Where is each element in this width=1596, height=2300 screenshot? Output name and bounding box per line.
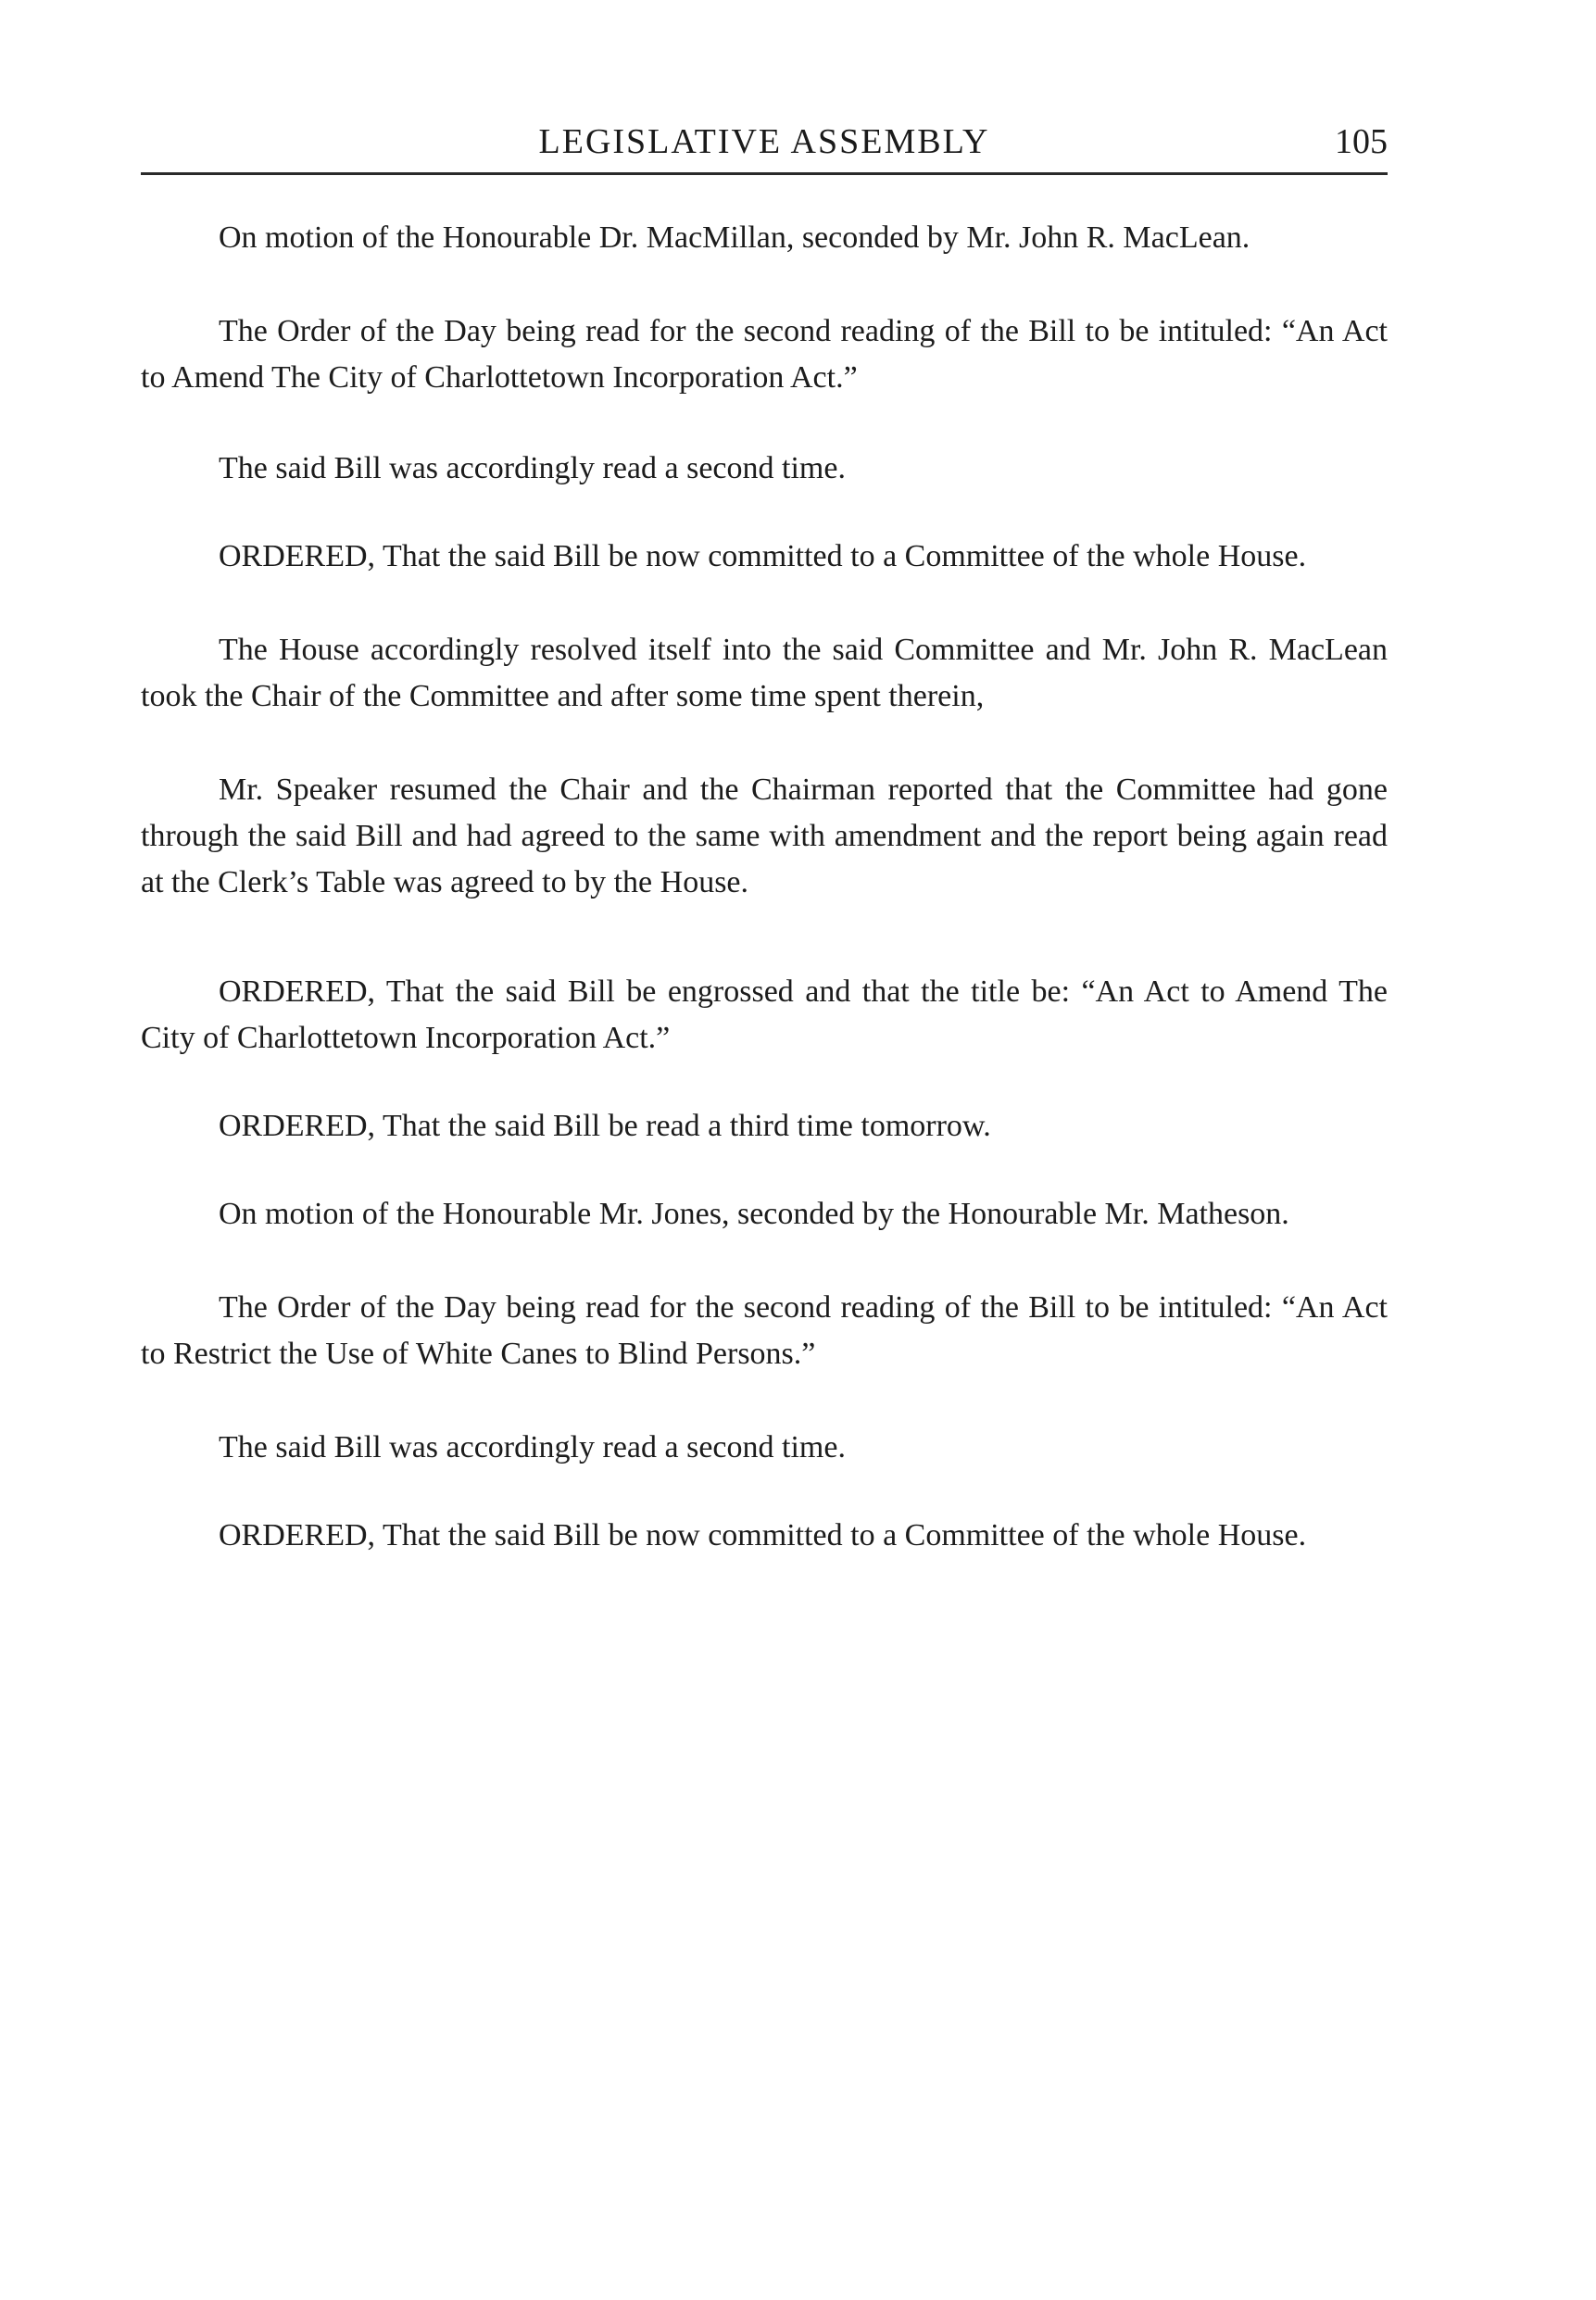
- paragraph-order-of-day-white-canes: The Order of the Day being read for the second reading of the Bill to be intituled: “An Act to Restrict the Use of White Canes to Blind Persons.”: [141, 1290, 1388, 1371]
- paragraph-ordered-committee-charlottetown: ORDERED, That the said Bill be now committed to a Committee of the whole House.: [219, 539, 1307, 573]
- body-text: [141, 215, 1388, 1559]
- paragraph-ordered-committee-white-canes: ORDERED, That the said Bill be now committed to a Committee of the whole House.: [219, 1518, 1307, 1552]
- paragraph-motion-jones: On motion of the Honourable Mr. Jones, seconded by the Honourable Mr. Matheson.: [219, 1197, 1289, 1231]
- paragraph-order-of-day-charlottetown: The Order of the Day being read for the second reading of the Bill to be intituled: “An Act to Amend The City of Charlottetown Incorporation Act.”: [141, 314, 1388, 395]
- paragraph-ordered-third-reading: ORDERED, That the said Bill be read a third time tomorrow.: [219, 1109, 991, 1143]
- page-header: [141, 119, 1388, 176]
- running-title: LEGISLATIVE ASSEMBLY: [538, 122, 990, 161]
- paragraph-ordered-engrossed: ORDERED, That the said Bill be engrossed and that the title be: “An Act to Amend The City of Charlottetown Incorporation Act.”: [141, 974, 1388, 1055]
- paragraph-speaker-resumed: Mr. Speaker resumed the Chair and the Chairman reported that the Committee had gone through the said Bill and had agreed to the same with amendment and the report being again read at the Clerk’s Table was agreed to by the House.: [141, 773, 1388, 899]
- paragraph-second-reading-white-canes: The said Bill was accordingly read a second time.: [219, 1430, 846, 1464]
- paragraph-house-resolved: The House accordingly resolved itself into the said Committee and Mr. John R. MacLean took the Chair of the Committee and after some time spent therein,: [141, 633, 1388, 713]
- paragraph-second-reading-charlottetown: The said Bill was accordingly read a second time.: [219, 451, 846, 485]
- paragraph-motion-macmillan: On motion of the Honourable Dr. MacMillan, seconded by Mr. John R. MacLean.: [219, 220, 1250, 255]
- page-number: 105: [1335, 122, 1388, 161]
- header-rule: [141, 172, 1388, 175]
